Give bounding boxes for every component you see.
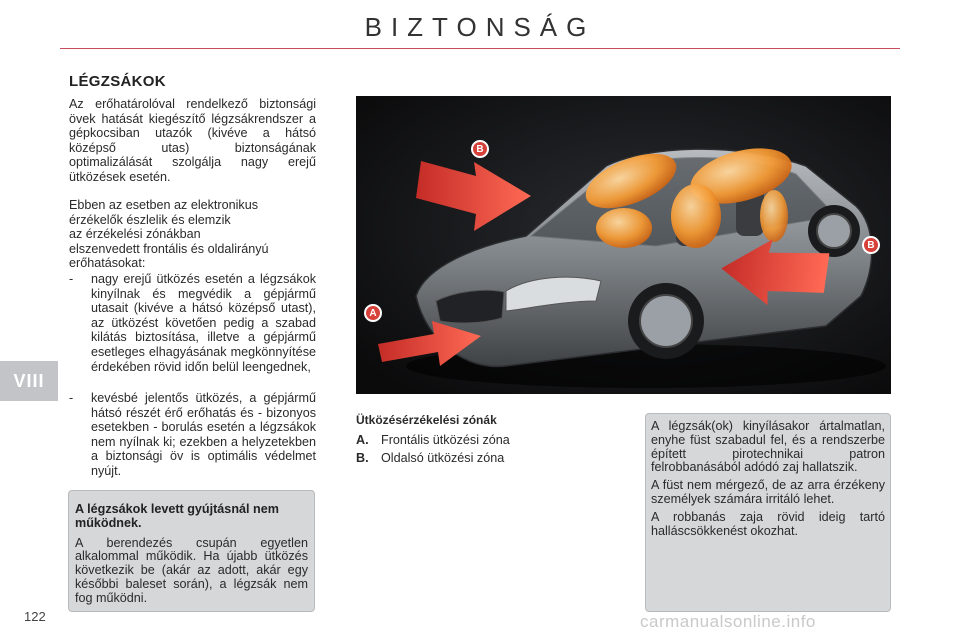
sensor-line: erőhatásokat: <box>69 256 146 271</box>
section-heading: LÉGZSÁKOK <box>69 73 166 90</box>
zones-title: Ütközésérzékelési zónák <box>356 413 497 427</box>
bullet-dash: - <box>69 272 74 286</box>
list-item <box>69 272 316 374</box>
note-paragraph: A robbanás zaja rövid ideig tartó halláscsökkenést okozhat. <box>651 509 885 538</box>
zone-key: A. <box>356 433 369 447</box>
note-paragraph: A légzsák(ok) kinyílásakor ártalmatlan, enyhe füst szabadul fel, és a rendszerbe épített pirotechnikai patron felrobbanásából adódó zaj hallatszik. <box>651 419 885 475</box>
zone-item-a <box>356 431 626 449</box>
zone-marker-b-side: B <box>862 236 880 254</box>
note-body: A berendezés csupán egyetlen alkalommal működik. Ha újabb ütközés következik be (akár az adott, akár egy későbbi baleset során), a légzsák nem fog működni. <box>75 535 308 605</box>
zone-item-b <box>356 449 626 467</box>
chapter-tab[interactable]: VIII <box>0 361 58 401</box>
sensor-line: elszenvedett frontális és oldalirányú <box>69 241 269 256</box>
smoke-note-box <box>645 413 891 612</box>
bullet-text: nagy erejű ütközés esetén a légzsákok kinyílnak és megvédik a gépjármű utasait (kivéve a hátsó középső utast), az ütközést követően pedig a szabad kilátás biztosítása, illetve a gépjármű esetleges elhagyásának megkönnyítése érdekében rövid időn belül leengednek, <box>91 272 316 374</box>
car-illustration <box>356 96 891 394</box>
sensor-paragraph <box>69 198 316 271</box>
note-paragraph: A füst nem mérgező, de az arra érzékeny személyek számára irritáló lehet. <box>651 478 885 506</box>
list-item <box>69 391 316 479</box>
note-title: A légzsákok levett gyújtásnál nem működnek. <box>75 502 279 530</box>
zone-key: B. <box>356 451 369 465</box>
title-divider <box>60 48 900 49</box>
zones-legend <box>356 411 626 467</box>
zone-label: Oldalsó ütközési zóna <box>381 451 505 465</box>
sensor-line: az érzékelési zónákban <box>69 227 201 242</box>
bullet-dash: - <box>69 391 74 405</box>
site-watermark: carmanualsonline.info <box>640 612 816 631</box>
zone-label: Frontális ütközési zóna <box>381 433 510 447</box>
sensor-line: Ebben az esetben az elektronikus <box>69 198 259 212</box>
sensor-line: érzékelők észlelik és elemzik <box>69 212 231 227</box>
page-title: BIZTONSÁG <box>364 12 596 42</box>
zone-marker-b-top: B <box>471 140 489 158</box>
bullet-text: kevésbé jelentős ütközés, a gépjármű hátsó részét érő erőhatás és - bizonyos esetekben - borulás esetén a légzsákok nem nyílnak ki; ezekben a helyzetekben a biztonsági öv is optimális védelmet nyújt. <box>91 391 316 478</box>
airbag-zones-illustration <box>356 96 891 394</box>
ignition-note-box <box>68 490 315 612</box>
zone-marker-a: A <box>364 304 382 322</box>
page-number: 122 <box>24 609 46 624</box>
intro-paragraph: Az erőhatárolóval rendelkező biztonsági övek hatását kiegészítő légzsákrendszer a gépkocsiban utazók (kivéve a hátsó középső utas) biztonságának optimalizálását szolgálja nagy erejű ütközések esetén. <box>69 97 316 184</box>
